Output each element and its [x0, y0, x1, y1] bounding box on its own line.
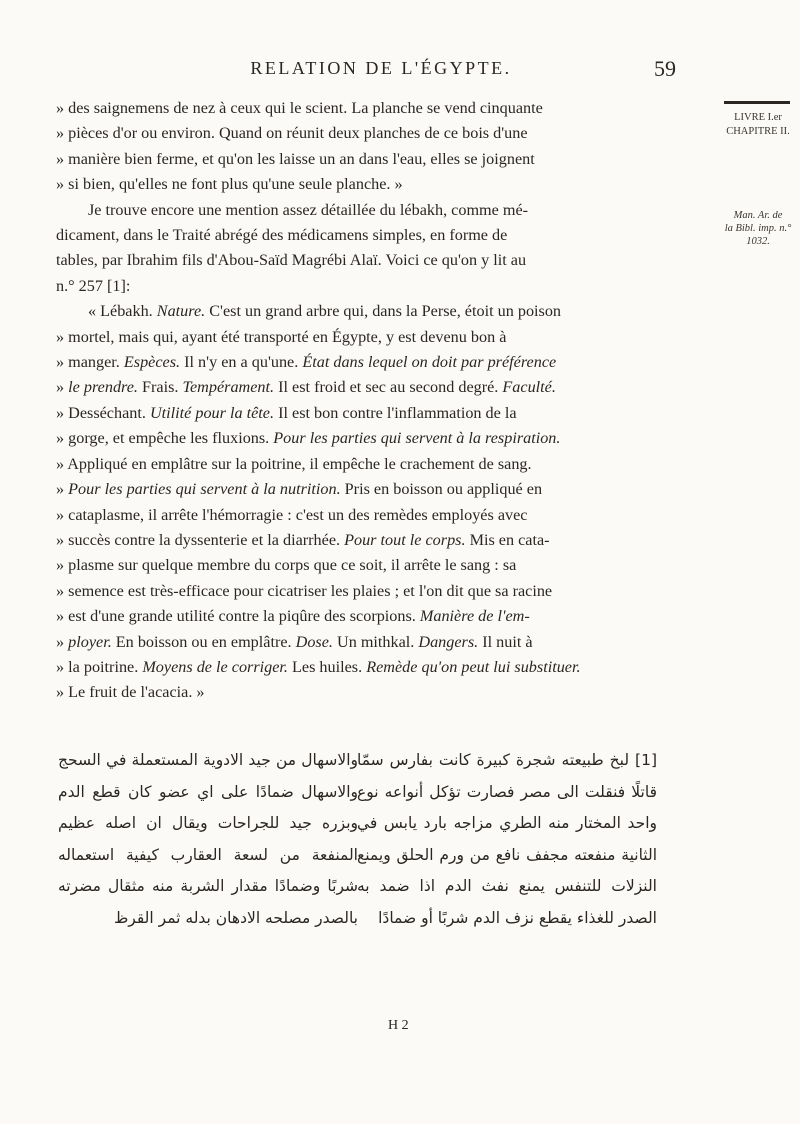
quote-line: » la poitrine. Moyens de le corriger. Les huiles. Remède qu'on peut lui substituer.: [56, 657, 581, 676]
text-line: » manière bien ferme, et qu'on les laisse un an dans l'eau, elles se joignent: [56, 149, 535, 168]
quote-line: » plasme sur quelque membre du corps que ce soit, il arrête le sang : sa: [56, 556, 517, 575]
quote-line: » est d'une grande utilité contre la piqûre des scorpions. Manière de l'em-: [56, 607, 530, 626]
quote-line: » Appliqué en emplâtre sur la poitrine, il empêche le crachement de sang.: [56, 454, 532, 473]
quote-line: » gorge, et empêche les fluxions. Pour les parties qui servent à la respiration.: [56, 429, 561, 448]
arabic-footnote-left-column: [1] لبخ طبيعته شجرة كبيرة كانت بفارس سمّا قاتلًا فنقلت الى مصر فصارت تؤكل أنواعه نوع واحد المختار منه الطري مزاجه بارد يابس في الثانية منفعته مجفف نافع من ورم الحلق ويمنع النزلات للتنفس يمنع نفث الدم اذا ضمد به الصدر للغذاء يقطع نزف الدم شربًا أو ضمادًا: [357, 751, 657, 927]
quote-line: « Lébakh. Nature. C'est un grand arbre qui, dans la Perse, étoit un poison: [88, 302, 562, 321]
text-line: Je trouve encore une mention assez détaillée du lébakh, comme mé-: [88, 200, 529, 219]
quote-line: » manger. Espèces. Il n'y en a qu'une. État dans lequel on doit par préférence: [56, 353, 557, 372]
margin-book: LIVRE I.er: [734, 112, 782, 123]
text-line: dicament, dans le Traité abrégé des médicamens simples, en forme de: [56, 226, 508, 245]
margin-ref-1: Man. Ar. de: [733, 210, 783, 221]
quote-line: » le prendre. Frais. Tempérament. Il est froid et sec au second degré. Faculté.: [56, 378, 556, 397]
quote-line: » succès contre la dyssenterie et la diarrhée. Pour tout le corps. Mis en cata-: [56, 530, 550, 549]
running-title: RELATION DE L'ÉGYPTE.: [250, 58, 512, 78]
running-header: [56, 58, 706, 79]
text-line: » pièces d'or ou environ. Quand on réunit deux planches de ce bois d'une: [56, 124, 528, 143]
main-text: [56, 96, 712, 706]
margin-ref-3: 1032.: [746, 236, 770, 247]
margin-chapter: CHAPITRE II.: [726, 126, 790, 137]
text-line: n.° 257 [1]:: [56, 276, 131, 295]
quote-line: » Pour les parties qui servent à la nutrition. Pris en boisson ou appliqué en: [56, 480, 543, 499]
page-number: 59: [654, 56, 676, 81]
arabic-footnote-right-column: والاسهال من جيد الادوية المستعملة في السحج والاسهال ضمادًا على اي عضو كان قطع الدم وبزره جيد للجراحات ويقال ان اصله عظيم المنفعة من لسعة العقارب كيفية استعماله شربًا وضمادًا مقدار الشربة منه مثقال مضرته بالصدر مصلحه الادهان بدله ثمر القرظ: [58, 751, 358, 927]
quote-line: » semence est très-efficace pour cicatriser les plaies ; et l'on dit que sa racine: [56, 581, 553, 600]
margin-rule: [724, 101, 790, 104]
quote-line: » ployer. En boisson ou en emplâtre. Dose. Un mithkal. Dangers. Il nuit à: [56, 632, 533, 651]
quote-line: » Desséchant. Utilité pour la tête. Il est bon contre l'inflammation de la: [56, 403, 517, 422]
text-line: » des saignemens de nez à ceux qui le scient. La planche se vend cinquante: [56, 99, 543, 117]
quote-line: » cataplasme, il arrête l'hémorragie : c'est un des remèdes employés avec: [56, 505, 528, 524]
text-line: tables, par Ibrahim fils d'Abou-Saïd Magrébi Alaï. Voici ce qu'on y lit au: [56, 251, 527, 270]
quote-line: » mortel, mais qui, ayant été transporté en Égypte, y est devenu bon à: [56, 327, 507, 346]
margin-ref-2: la Bibl. imp. n.°: [724, 223, 792, 234]
sheet-signature: H 2: [388, 1018, 409, 1033]
quote-line: » Le fruit de l'acacia. »: [56, 683, 205, 702]
text-line: » si bien, qu'elles ne font plus qu'une seule planche. »: [56, 175, 403, 194]
